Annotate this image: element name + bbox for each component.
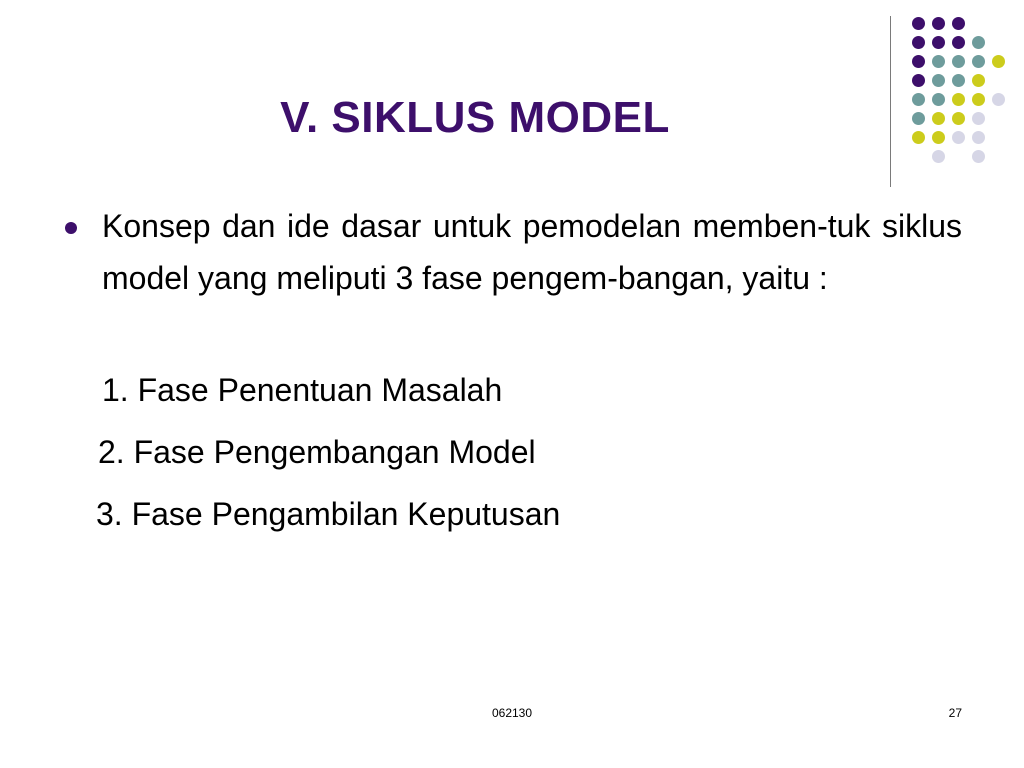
decorative-dot — [952, 112, 965, 125]
decorative-dot — [912, 17, 925, 30]
decorative-dot — [932, 74, 945, 87]
decorative-dot — [912, 55, 925, 68]
bullet-text: Konsep dan ide dasar untuk pemodelan memben-tuk siklus model yang meliputi 3 fase pengem-bangan, yaitu : — [102, 208, 962, 296]
decorative-dot — [972, 36, 985, 49]
decorative-dot — [912, 74, 925, 87]
footer-code: 062130 — [491, 706, 533, 720]
vertical-divider — [890, 16, 891, 187]
decorative-dot — [952, 17, 965, 30]
phase-item-3: 3. Fase Pengambilan Keputusan — [96, 496, 561, 532]
decorative-dot — [932, 93, 945, 106]
decorative-dot — [912, 112, 925, 125]
decorative-dot — [932, 17, 945, 30]
decorative-dot — [932, 131, 945, 144]
decorative-dot — [972, 112, 985, 125]
decorative-dot — [932, 55, 945, 68]
decorative-dot — [972, 74, 985, 87]
page-number: 27 — [948, 706, 962, 720]
decorative-dot — [952, 74, 965, 87]
decorative-dot — [912, 131, 925, 144]
decorative-dot — [932, 112, 945, 125]
decorative-dot — [932, 150, 945, 163]
decorative-dot — [972, 55, 985, 68]
decorative-dot — [952, 93, 965, 106]
decorative-dot — [972, 131, 985, 144]
decorative-dot — [992, 93, 1005, 106]
decorative-dot — [952, 36, 965, 49]
bullet-icon — [65, 222, 77, 234]
decorative-dot — [992, 55, 1005, 68]
phase-item-2: 2. Fase Pengembangan Model — [98, 434, 536, 470]
decorative-dot — [972, 93, 985, 106]
phase-item-1: 1. Fase Penentuan Masalah — [102, 372, 503, 408]
decorative-dot — [972, 150, 985, 163]
decorative-dot — [912, 93, 925, 106]
decorative-dot — [952, 55, 965, 68]
slide-title: V. SIKLUS MODEL — [280, 93, 670, 142]
decorative-dot — [912, 36, 925, 49]
decorative-dot — [952, 131, 965, 144]
decorative-dot — [932, 36, 945, 49]
